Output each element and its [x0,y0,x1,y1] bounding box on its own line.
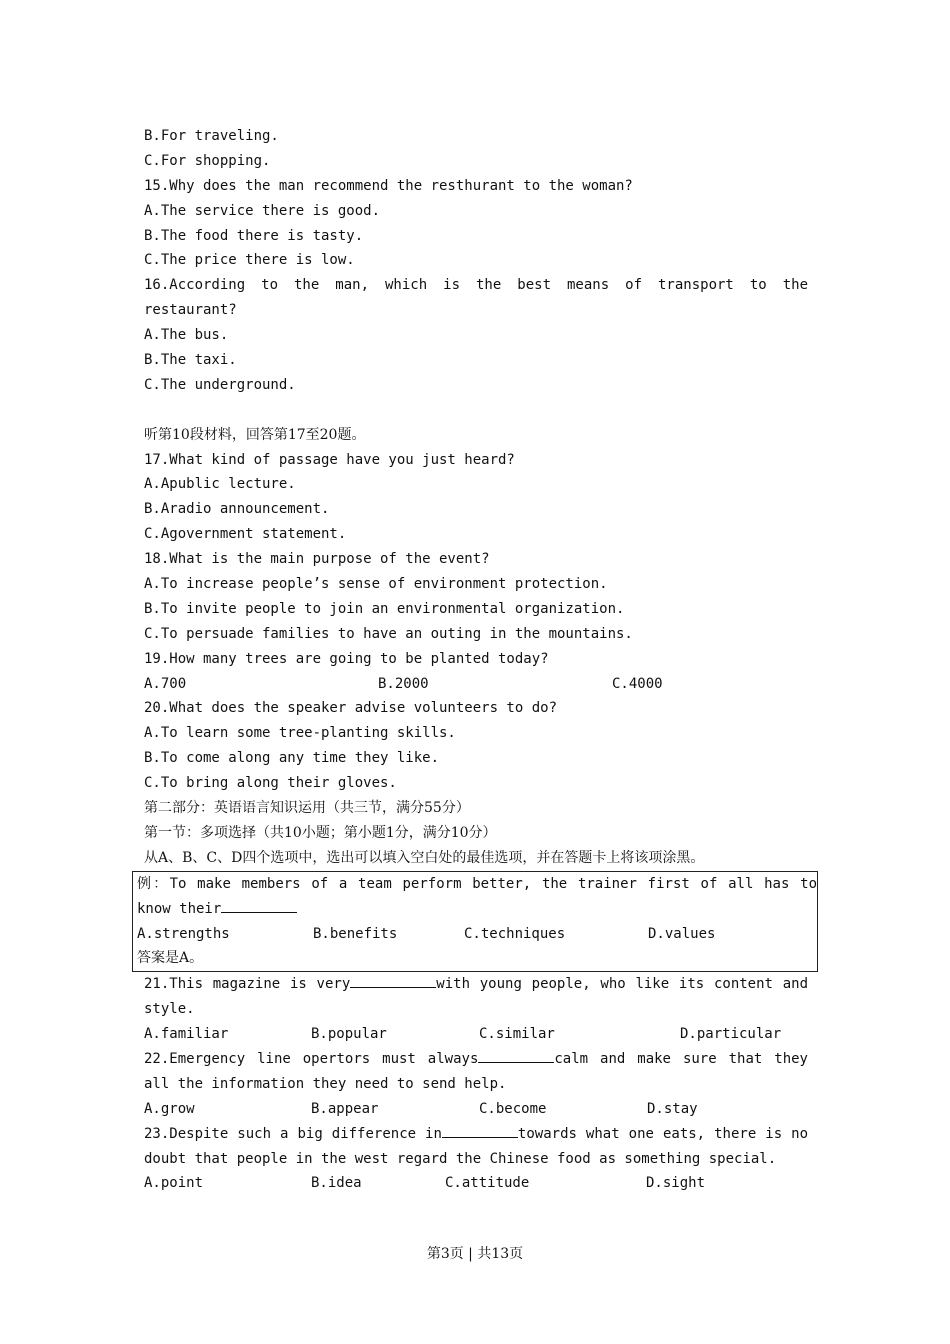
example-option-b: B.benefits [313,925,398,942]
q16-option-a: A.The bus. [144,327,229,344]
q23-option-c: C.attitude [445,1175,530,1192]
example-stem-cont [137,897,817,922]
example-stem: 例：To make members of a team perform better, the trainer first of all has to [137,875,817,892]
q14-option-c: C.For shopping. [144,152,271,169]
q19-option-a: A.700 [144,675,187,692]
page-content [137,124,817,1196]
q23-stem-cont: doubt that people in the west regard the Chinese food as something special. [144,1150,777,1167]
q17-option-b: B.Aradio announcement. [144,501,330,518]
q15-option-a: A.The service there is good. [144,202,381,219]
q19-stem: 19.How many trees are going to be planted today? [144,650,549,667]
q22-stem [144,1047,808,1072]
q15-option-b: B.The food there is tasty. [144,227,364,244]
q16-stem: 16.According to the man, which is the best means of transport to the [144,277,808,294]
q20-option-c: C.To bring along their gloves. [144,775,397,792]
q23-blank [442,1122,518,1138]
q19-option-c: C.4000 [612,675,663,692]
section-instruction: 听第10段材料，回答第17至20题。 [144,426,366,443]
q22-text-post: calm and make sure that they [554,1050,808,1067]
q15-option-c: C.The price there is low. [144,252,355,269]
q22-options [144,1097,808,1122]
section-one-instruction: 从A、B、C、D四个选项中，选出可以填入空白处的最佳选项，并在答题卡上将该项涂黑。 [144,849,705,866]
q23-option-a: A.point [144,1175,204,1192]
q14-option-b: B.For traveling. [144,128,279,144]
part-two-heading: 第二部分：英语语言知识运用（共三节，满分55分） [144,800,470,817]
q23-stem [144,1122,808,1147]
q22-option-b: B.appear [311,1100,379,1117]
q16-option-c: C.The underground. [144,376,296,393]
example-text: know their [137,900,222,917]
example-options [137,922,817,947]
q19-options [144,672,808,697]
q16-option-b: B.The taxi. [144,352,237,369]
q21-option-b: B.popular [311,1026,387,1043]
q21-stem-cont: style. [144,1001,195,1018]
q22-blank [478,1047,554,1063]
q23-text-pre: 23.Despite such a big difference in [144,1125,442,1142]
q20-option-a: A.To learn some tree-planting skills. [144,725,456,742]
example-answer: 答案是A。 [137,950,204,967]
q22-text-pre: 22.Emergency line opertors must always [144,1050,479,1067]
example-box [132,871,818,973]
q16-stem-cont: restaurant? [144,302,237,319]
q21-text-pre: 21.This magazine is very [144,976,351,993]
q21-option-d: D.particular [680,1026,782,1043]
section-one-heading: 第一节：多项选择（共10小题；第小题1分，满分10分） [144,824,497,841]
example-option-d: D.values [648,925,716,942]
q21-option-a: A.familiar [144,1026,229,1043]
q22-option-a: A.grow [144,1100,195,1117]
q18-option-c: C.To persuade families to have an outing in the mountains. [144,625,633,642]
q20-option-b: B.To come along any time they like. [144,750,440,767]
q23-text-post: towards what one eats, there is no [517,1125,808,1142]
page-footer: 第3页 | 共13页 [426,1246,524,1262]
q21-blank [350,972,436,988]
example-option-a: A.strengths [137,925,230,942]
q20-stem: 20.What does the speaker advise volunteers to do? [144,700,558,717]
q21-stem [144,972,808,997]
example-blank [221,897,297,913]
q15-stem: 15.Why does the man recommend the resthurant to the woman? [144,177,633,194]
q19-option-b: B.2000 [378,675,429,692]
q23-options [144,1171,808,1196]
q22-option-d: D.stay [647,1100,698,1117]
spacer [144,398,808,423]
q21-option-c: C.similar [479,1026,555,1043]
q17-option-a: A.Apublic lecture. [144,476,296,493]
q23-option-b: B.idea [311,1175,362,1192]
example-option-c: C.techniques [464,925,566,942]
q22-option-c: C.become [479,1100,547,1117]
q18-option-b: B.To invite people to join an environmental organization. [144,600,625,617]
q17-stem: 17.What kind of passage have you just heard? [144,451,515,468]
q18-stem: 18.What is the main purpose of the event? [144,551,490,568]
q17-option-c: C.Agovernment statement. [144,526,347,543]
q23-option-d: D.sight [646,1175,706,1192]
q18-option-a: A.To increase people’s sense of environment protection. [144,576,608,593]
q22-stem-cont: all the information they need to send help. [144,1075,507,1092]
q21-text-post: with young people, who like its content and [436,976,808,993]
q21-options [144,1022,808,1047]
